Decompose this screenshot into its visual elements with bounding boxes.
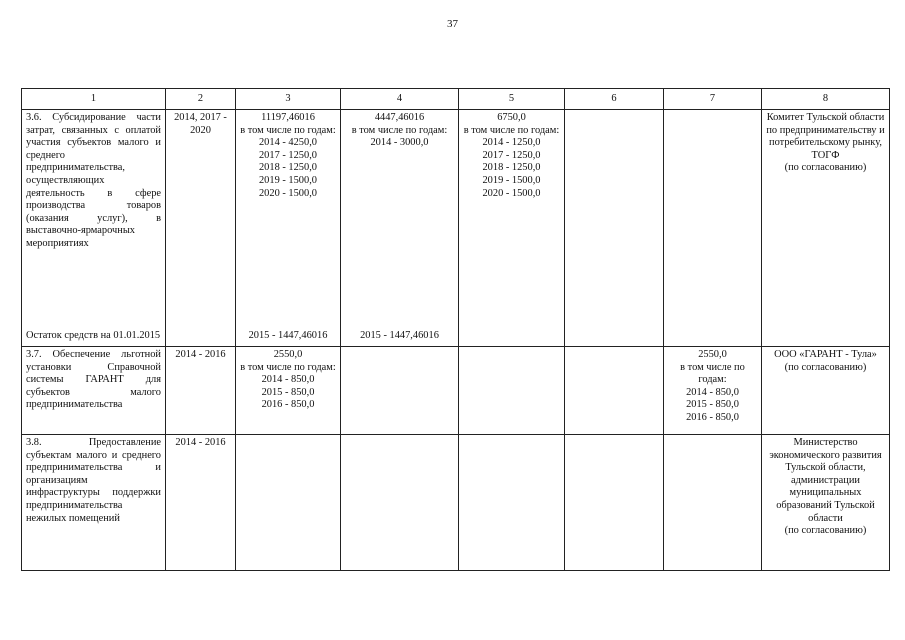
col4-cell — [341, 110, 459, 347]
total-cell — [236, 110, 341, 347]
col5-cell: 6750,0 в том числе по годам: 2014 - 1250,0 2017 - 1250,0 2018 - 1250,0 2019 - 1500,0 2020 - 1500,0 — [459, 110, 565, 347]
page-number: 37 — [447, 18, 458, 30]
total-cell — [236, 435, 341, 571]
col4-subtext: 2015 - 1447,46016 — [360, 330, 439, 342]
total-subtext: 2015 - 1447,46016 — [248, 330, 328, 342]
col6-cell — [565, 347, 664, 435]
col7-cell — [664, 435, 762, 571]
header-cell: 6 — [565, 89, 664, 110]
table-row — [22, 110, 890, 347]
header-cell: 8 — [762, 89, 890, 110]
header-cell: 3 — [236, 89, 341, 110]
total-cell: 2550,0 в том числе по годам: 2014 - 850,0 2015 - 850,0 2016 - 850,0 — [236, 347, 341, 435]
measure-cell: 3.8. Предоставление субъектам малого и среднего предпринимательства и организациям инфраструктуры поддержки предпринимательства нежилых помещений — [22, 435, 166, 571]
measure-cell: 3.7. Обеспечение льготной установки Справочной системы ГАРАНТ для субъектов малого предпринимательства — [22, 347, 166, 435]
header-cell: 7 — [664, 89, 762, 110]
table-row — [22, 347, 890, 435]
col5-cell — [459, 347, 565, 435]
col7-cell — [664, 110, 762, 347]
col4-cell — [341, 435, 459, 571]
period-cell: 2014 - 2016 — [166, 435, 236, 571]
program-table — [21, 88, 890, 571]
measure-text: 3.6. Субсидирование части затрат, связанных с оплатой участия субъектов малого и среднего предпринимательства, осуществляющих деятельность в сфере производства товаров (оказания услуг), в выставочно-ярмарочных мероприятиях — [26, 112, 161, 249]
header-cell: 2 — [166, 89, 236, 110]
header-row — [22, 89, 890, 110]
header-cell: 5 — [459, 89, 565, 110]
col6-cell — [565, 110, 664, 347]
executor-cell: Комитет Тульской области по предпринимательству и потребительскому рынку, ТОГФ (по согласованию) — [762, 110, 890, 347]
period-cell: 2014 - 2016 — [166, 347, 236, 435]
total-text: 11197,46016 в том числе по годам: 2014 - 4250,0 2017 - 1250,0 2018 - 1250,0 2019 - 1500,0 2020 - 1500,0 — [240, 112, 336, 199]
col4-text: 4447,46016 в том числе по годам: 2014 - 3000,0 — [351, 112, 448, 149]
measure-cell — [22, 110, 166, 347]
col6-cell — [565, 435, 664, 571]
col7-cell: 2550,0 в том числе по годам: 2014 - 850,0 2015 - 850,0 2016 - 850,0 — [664, 347, 762, 435]
header-cell: 4 — [341, 89, 459, 110]
measure-subtext: Остаток средств на 01.01.2015 — [26, 330, 161, 342]
executor-cell: ООО «ГАРАНТ - Тула» (по согласованию) — [762, 347, 890, 435]
executor-cell: Министерство экономического развития Тульской области, администрации муниципальных образований Тульской области (по согласованию) — [762, 435, 890, 571]
col4-cell — [341, 347, 459, 435]
period-cell: 2014, 2017 - 2020 — [166, 110, 236, 347]
header-cell: 1 — [22, 89, 166, 110]
col5-cell — [459, 435, 565, 571]
table-row — [22, 435, 890, 571]
